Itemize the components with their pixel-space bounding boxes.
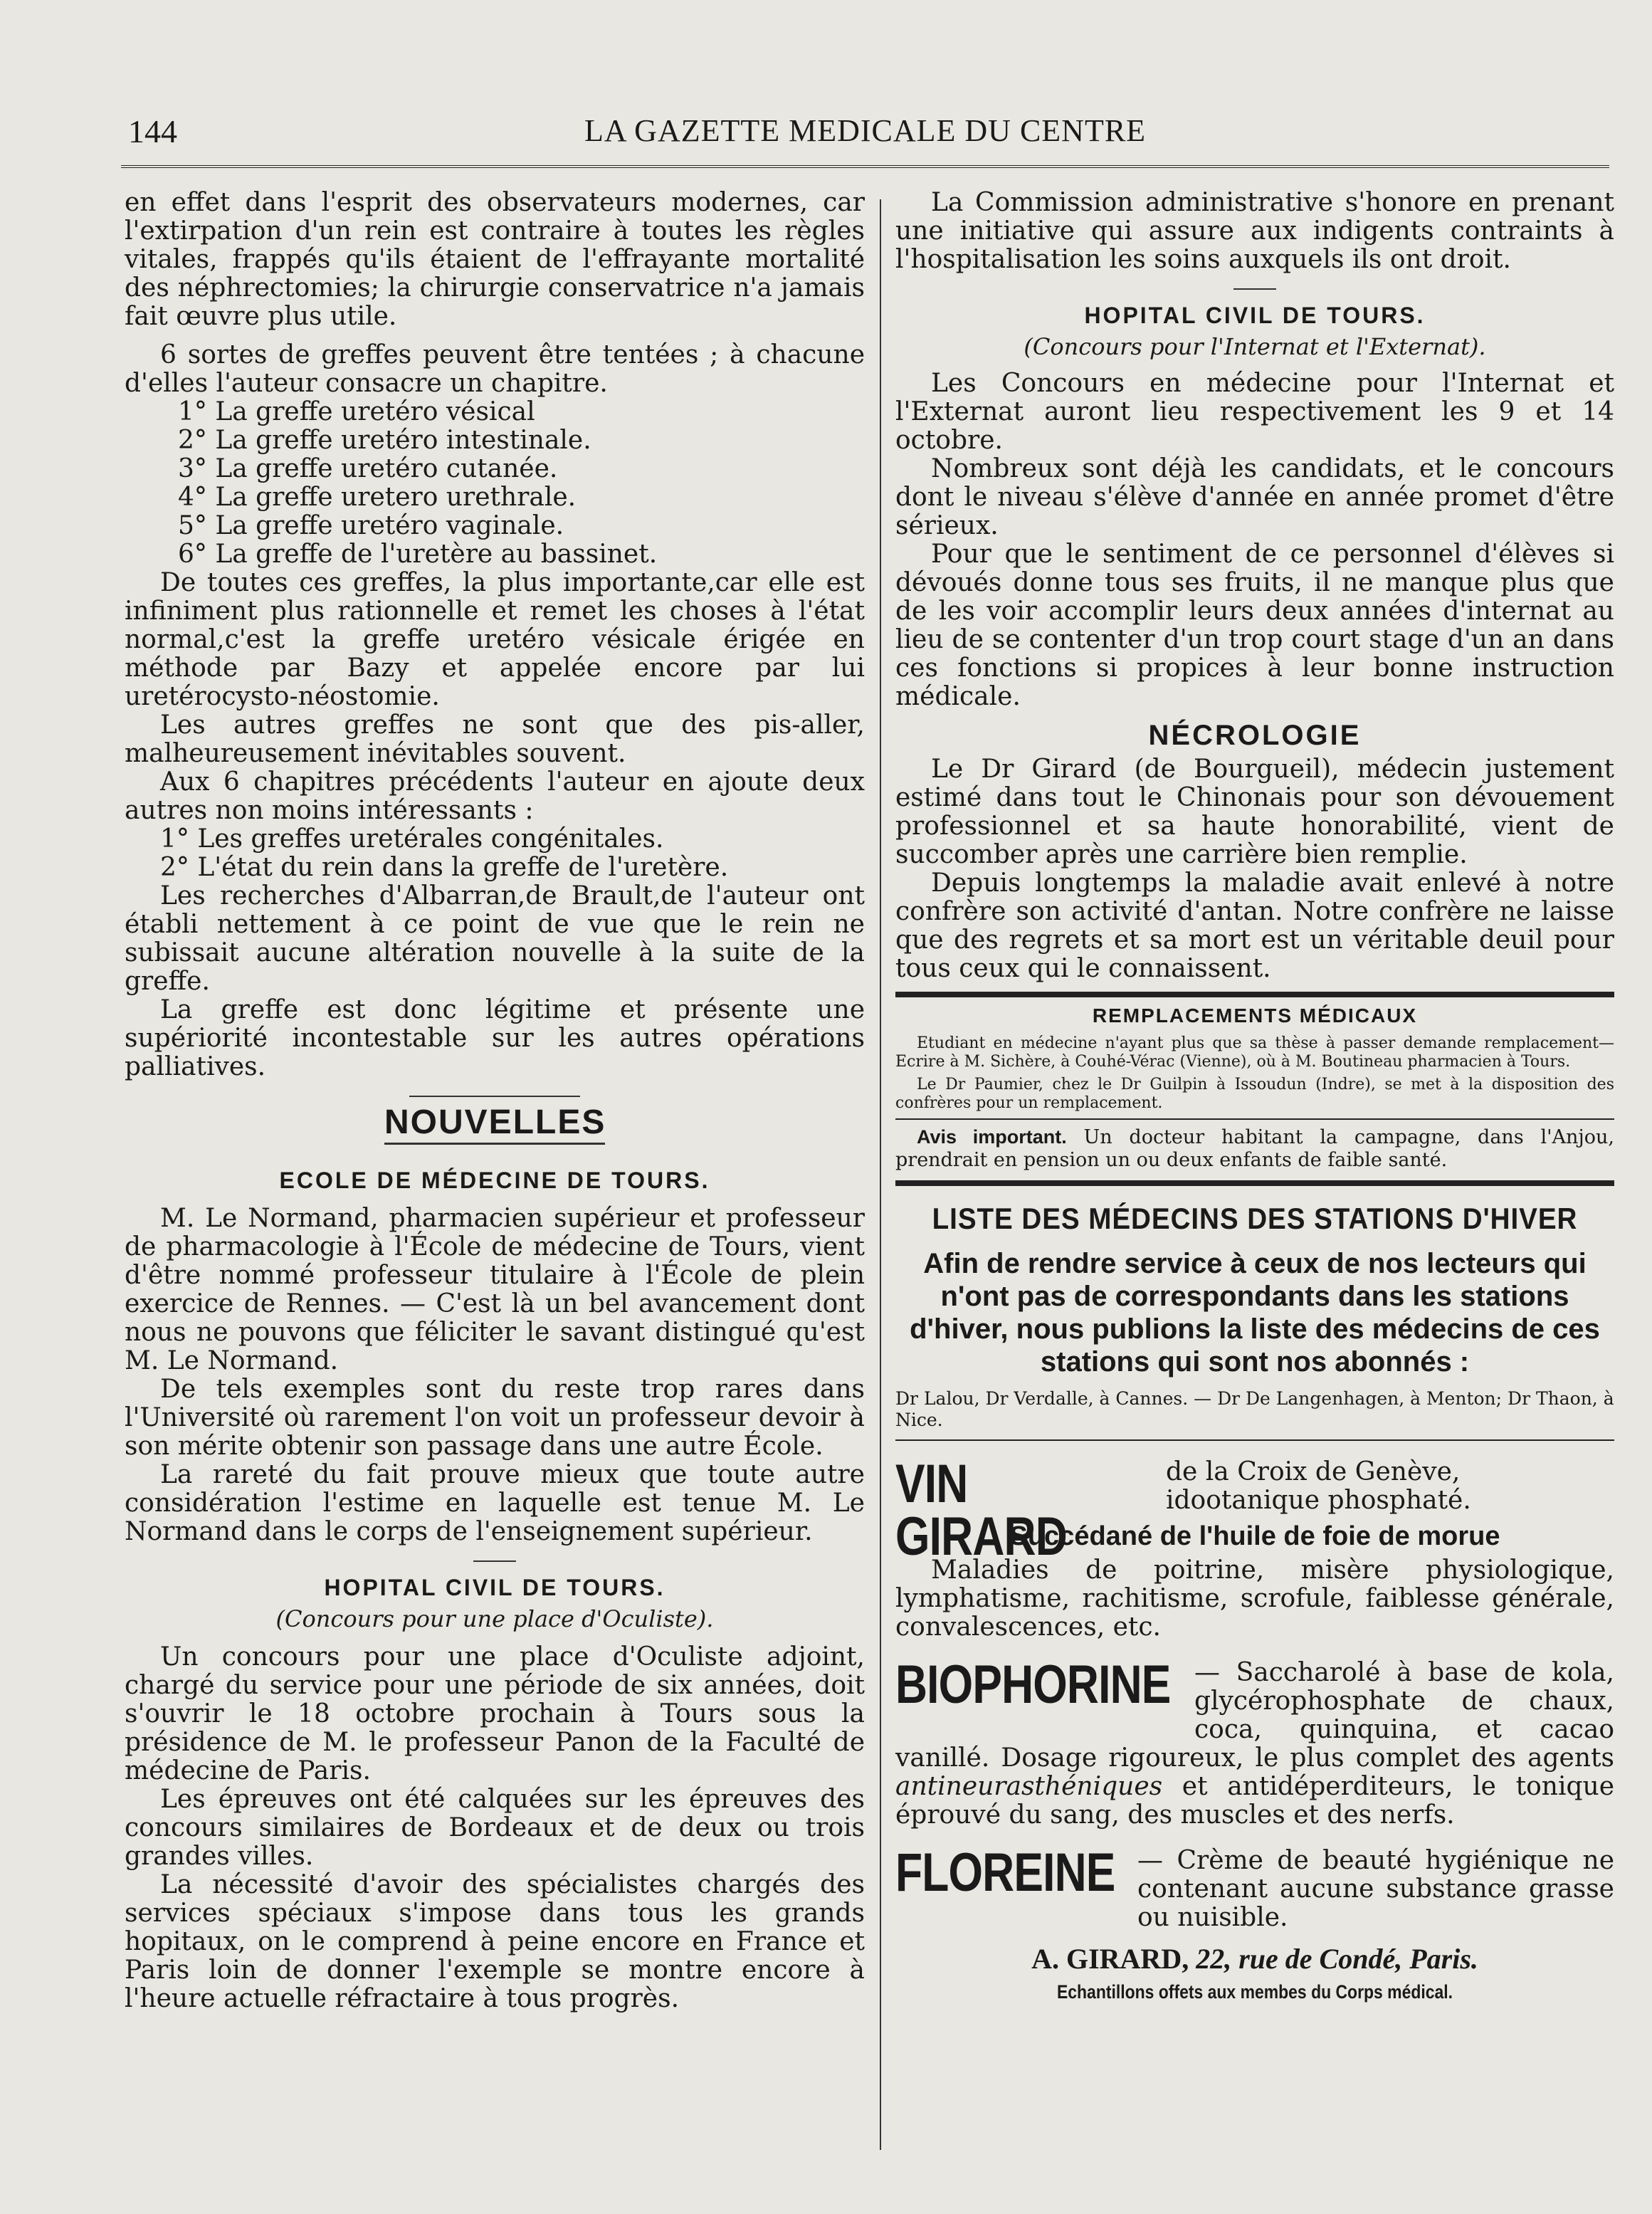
paragraph: La nécessité d'avoir des spécialistes chargés des services spéciaux s'impose dans tous les grands hopitaux, on le comprend à peine encore en France et Paris loin de donner l'exemple se montre encore à l'heure actuelle réfractaire à tous progrès.	[125, 1870, 865, 2013]
avis-label: Avis important.	[917, 1126, 1067, 1148]
right-column	[895, 189, 1614, 2006]
heading-liste-medecins: LISTE DES MÉDECINS DES STATIONS D'HIVER	[932, 1202, 1578, 1235]
list-item: 1° Les greffes uretérales congénitales.	[160, 824, 664, 854]
rule	[895, 1118, 1614, 1120]
ad-body: Maladies de poitrine, misère physiologique, lymphatisme, rachitisme, scrofule, faiblesse générale, convalescences, etc.	[895, 1555, 1614, 1642]
paragraph: La Commission administrative s'honore en prenant une initiative qui assure aux indigents contraints à l'hospitalisation les soins auxquels ils ont droit.	[895, 188, 1614, 274]
ad-brand: VIN GIRARD	[895, 1454, 1067, 1567]
paragraph: Les recherches d'Albarran,de Brault,de l'auteur ont établi nettement à ce point de vue que le rein ne subissait aucune altération nouvelle à la suite de la greffe.	[125, 881, 865, 996]
paragraph: Pour que le sentiment de ce personnel d'élèves si dévoués donne tous ses fruits, il ne manque plus que de les voir accomplir leurs deux années d'internat au lieu de se contenter d'un trop court stage d'un an dans ces fonctions si propices à leur bonne instruction médicale.	[895, 540, 1614, 711]
paragraph: Un concours pour une place d'Oculiste adjoint, chargé du service pour une période de six années, doit s'ouvrir le 18 octobre prochain à Tours sous la présidence de M. le professeur Panon de la Faculté de médecine de Paris.	[125, 1642, 865, 1785]
paragraph: Nombreux sont déjà les candidats, et le concours dont le niveau s'élève d'année en année promet d'être sérieux.	[895, 454, 1614, 540]
paragraph: La greffe est donc légitime et présente une supériorité incontestable sur les autres opérations palliatives.	[125, 995, 865, 1081]
ad-brand: BIOPHORINE	[895, 1654, 1171, 1715]
samples-notice: Echantillons offets aux membes du Corps médical.	[1056, 1981, 1453, 2003]
page-number: 144	[128, 113, 177, 149]
advertiser-street: 22, rue de Condé, Paris.	[1196, 1943, 1478, 1975]
separator	[473, 1560, 516, 1562]
paragraph: Les épreuves ont été calquées sur les épreuves des concours similaires de Bordeaux et de deux ou trois grandes villes.	[125, 1785, 865, 1871]
paragraph: Les Concours en médecine pour l'Internat et l'Externat auront lieu respectivement les 9 et 14 octobre.	[895, 369, 1614, 455]
rule	[895, 992, 1614, 997]
paragraph: Le Dr Girard (de Bourgueil), médecin justement estimé dans tout le Chinonais pour son dévouement professionnel et sa haute honorabilité, vient de succomber après une carrière bien remplie.	[895, 755, 1614, 869]
heading-remplacements: REMPLACEMENTS MÉDICAUX	[1092, 1004, 1418, 1027]
paragraph: Depuis longtemps la maladie avait enlevé à notre confrère son activité d'antan. Notre confrère ne laisse que des regrets et sa mort est un véritable deuil pour tous ceux qui le connaissent.	[895, 869, 1614, 983]
section-title-nouvelles: NOUVELLES	[384, 1108, 605, 1145]
liste-intro: Afin de rendre service à ceux de nos lecteurs qui n'ont pas de correspondants dans les stations d'hiver, nous publions la liste des médecins de ces stations qui sont nos abonnés :	[910, 1248, 1600, 1378]
ad-text: — Saccharolé à base de kola, glycérophosphate de chaux, coca, quinquina, et cacao vanillé. Dosage rigoureux, le plus complet des agents	[895, 1658, 1614, 1773]
paragraph: 6 sortes de greffes peuvent être tentées ; à chacune d'elles l'auteur consacre un chapitre.	[125, 340, 865, 398]
avis-text: Un docteur habitant la campagne, dans l'Anjou, prendrait en pension un ou deux enfants de faible santé.	[895, 1126, 1614, 1171]
paragraph: M. Le Normand, pharmacien supérieur et professeur de pharmacologie à l'École de médecine de Tours, vient d'être nommé professeur titulaire à l'École de plein exercice de Rennes. — C'est là un bel avancement dont nous ne pouvons que féliciter le savant distingué qu'est M. Le Normand.	[125, 1204, 865, 1375]
list-item: 6° La greffe de l'uretère au bassinet.	[178, 540, 658, 569]
paragraph: Aux 6 chapitres précédents l'auteur en ajoute deux autres non moins intéressants :	[125, 767, 865, 825]
left-column	[125, 189, 865, 2013]
ad-text-italic: antineurasthéniques	[895, 1772, 1163, 1801]
list-item: 2° L'état du rein dans la greffe de l'uretère.	[160, 853, 729, 882]
journal-title: LA GAZETTE MEDICALE DU CENTRE	[584, 113, 1147, 148]
extra-chapters-list	[125, 825, 865, 882]
page-header	[121, 107, 1609, 157]
list-item: 2° La greffe uretéro intestinale.	[178, 426, 591, 455]
ad-vin-girard	[895, 1454, 1614, 1642]
ad-biophorine	[895, 1654, 1614, 1830]
list-item: 4° La greffe uretero urethrale.	[178, 483, 577, 512]
heading-necrologie: NÉCROLOGIE	[1148, 720, 1362, 751]
header-rule	[121, 165, 1609, 168]
list-item: 5° La greffe uretéro vaginale.	[178, 511, 564, 540]
classified-ad: Le Dr Paumier, chez le Dr Guilpin à Issoudun (Indre), se met à la disposition des confrères pour un remplacement.	[895, 1076, 1614, 1112]
separator	[409, 1096, 580, 1097]
list-item: 3° La greffe uretéro cutanée.	[178, 454, 558, 483]
heading-ecole-medecine: ECOLE DE MÉDECINE DE TOURS.	[279, 1168, 710, 1193]
rule	[895, 1180, 1614, 1186]
paragraph: De tels exemples sont du reste trop rares dans l'Université où rarement l'on voit un professeur devoir à son mérite obtenir son passage dans une autre École.	[125, 1375, 865, 1461]
separator	[1233, 288, 1276, 290]
graft-list	[125, 398, 865, 569]
ad-text: et antidéperditeurs, le tonique éprouvé du sang, des muscles et des nerfs.	[895, 1772, 1614, 1830]
ad-brand: FLOREINE	[895, 1842, 1115, 1903]
paragraph: La rareté du fait prouve mieux que toute autre considération l'estime en laquelle est tenue M. Le Normand dans le corps de l'enseignement supérieur.	[125, 1460, 865, 1546]
liste-doctors: Dr Lalou, Dr Verdalle, à Cannes. — Dr De Langenhagen, à Menton; Dr Thaon, à Nice.	[895, 1388, 1614, 1430]
heading-hopital-civil: HOPITAL CIVIL DE TOURS.	[1084, 303, 1426, 328]
avis-important	[895, 1126, 1614, 1172]
advertiser-name: A. GIRARD,	[1031, 1943, 1189, 1975]
paragraph: Les autres greffes ne sont que des pis-aller, malheureusement inévitables souvent.	[125, 710, 865, 768]
column-divider	[880, 199, 881, 2150]
ad-text: — Crème de beauté hygiénique ne contenant aucune substance grasse ou nuisible.	[1137, 1846, 1614, 1932]
remplacements-block	[895, 1034, 1614, 1113]
list-item: 1° La greffe uretéro vésical	[178, 397, 535, 426]
classified-ad: Etudiant en médecine n'ayant plus que sa thèse à passer demande remplacement— Ecrire à M. Sichère, à Couhé-Vérac (Vienne), où à M. Boutineau pharmacien à Tours.	[895, 1034, 1614, 1071]
ad-floreine	[895, 1842, 1614, 1932]
advertiser-address	[895, 1945, 1614, 1973]
rule	[895, 1439, 1614, 1441]
paragraph: De toutes ces greffes, la plus importante,car elle est infiniment plus rationnelle et remet les choses à l'état normal,c'est la greffe uretéro vésicale érigée en méthode par Bazy et appelée encore par lui uretérocysto-néostomie.	[125, 568, 865, 711]
subheading-internat: (Concours pour l'Internat et l'Externat).	[1024, 333, 1486, 360]
ad-text: de la Croix de Genève, idootanique phosphaté.	[1166, 1457, 1471, 1515]
ad-subtitle: Succédané de l'huile de foie de morue	[1009, 1521, 1500, 1551]
subheading-oculiste: (Concours pour une place d'Oculiste).	[275, 1605, 714, 1632]
paragraph: en effet dans l'esprit des observateurs modernes, car l'extirpation d'un rein est contraire à toutes les règles vitales, frappés qu'ils étaient de l'effrayante mortalité des néphrectomies; la chirurgie conservatrice n'a jamais fait œuvre plus utile.	[125, 188, 865, 331]
heading-hopital-civil: HOPITAL CIVIL DE TOURS.	[324, 1575, 665, 1600]
